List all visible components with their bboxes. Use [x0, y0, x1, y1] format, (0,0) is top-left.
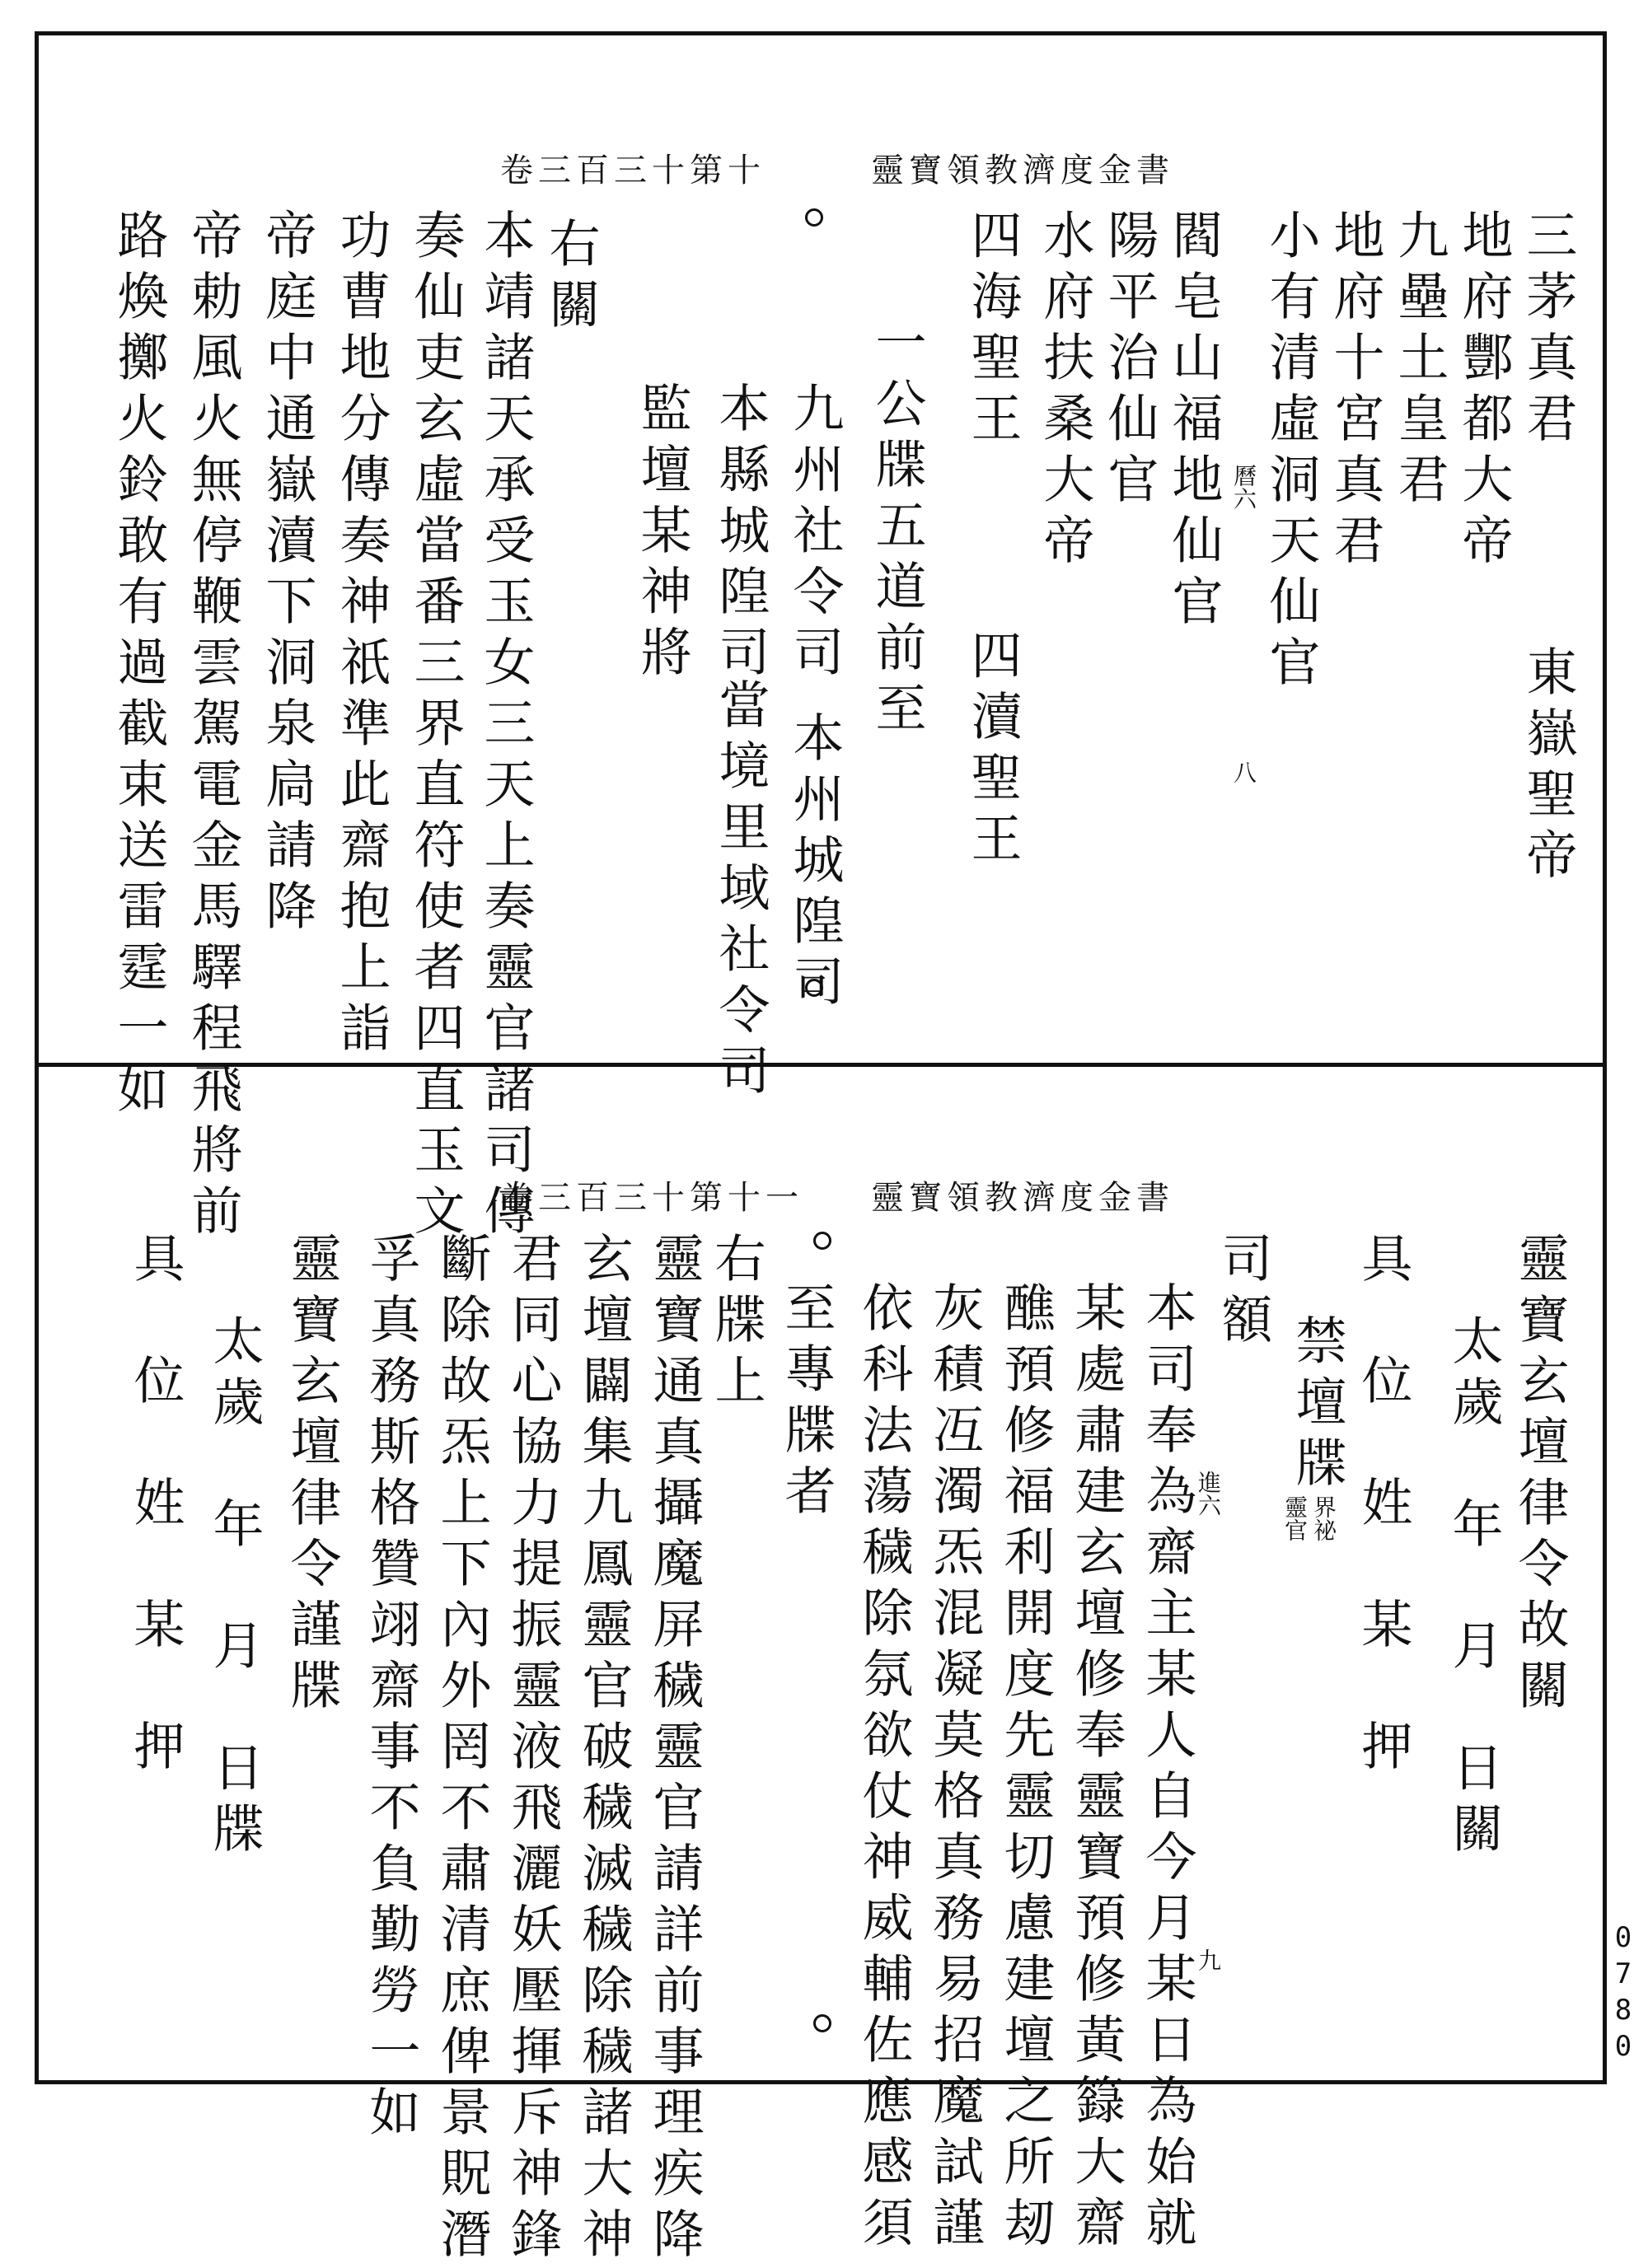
top-col-13: 九州社令司 — [784, 381, 845, 686]
bottom-col-17: 孚真務斯格贊翊齋事不負勤勞一如 — [361, 1232, 421, 2146]
bottom-col-10: 依科法蕩穢除氛欲仗神威輔佐應感須 — [854, 1281, 914, 2256]
bottom-note-3: 進六 — [1195, 1471, 1222, 1517]
bottom-col-11: 至專牒者 — [776, 1281, 836, 1525]
top-header-juan: 卷三百三十第十 — [500, 151, 765, 189]
top-header — [500, 143, 1324, 192]
bottom-header-juan: 卷三百三十第十一 — [500, 1178, 803, 1217]
top-col-15: 本縣城隍司 — [710, 381, 770, 686]
bottom-col-5: 司額 — [1213, 1232, 1273, 1354]
binding-hole — [813, 2014, 831, 2032]
bottom-header — [500, 1170, 1324, 1219]
bottom-col-13: 靈寶通真攝魔屏穢靈官請詳前事理疾降 — [644, 1232, 705, 2268]
top-col-21: 功曹地分傳奏神祇準此齋抱上詣 — [331, 208, 391, 1062]
bottom-col-7: 某處肅建玄壇修奉靈寶預修黃籙大齋 — [1066, 1281, 1126, 2256]
bottom-col-16: 斷除故炁上下內外罔不肅清庶俾景貺潛 — [432, 1232, 492, 2268]
top-col-20: 奏仙吏玄虛當番三界直符使者四直玉文 — [405, 208, 466, 1245]
bottom-col-15: 君同心協力提振靈液飛灑妖壓揮斥神鋒 — [503, 1232, 563, 2268]
top-col-6: 小有清虛洞天仙官 — [1261, 208, 1321, 696]
bottom-col-3: 具 位 姓 某 押 — [1353, 1232, 1413, 1780]
binding-hole — [805, 208, 823, 227]
top-col-16: 當境里域社令司 — [710, 678, 770, 1105]
top-col-18: 右關 — [541, 217, 601, 339]
top-header-title: 靈寶領教濟度金書 — [871, 151, 1174, 189]
top-col-24: 路煥擲火鈴敢有過截束送雷霆一如 — [109, 208, 169, 1123]
top-note-2: 八 — [1230, 760, 1257, 783]
bottom-col-20: 具 位 姓 某 押 — [125, 1232, 185, 1780]
top-note-1: 曆六 — [1230, 464, 1257, 510]
top-col-4: 九壘土皇君 — [1389, 208, 1449, 513]
bottom-col-18: 靈寶玄壇律令謹牒 — [282, 1232, 342, 1719]
top-col-11: 四瀆聖王 — [962, 629, 1023, 872]
top-col-23: 帝勅風火無停鞭雲駕電金馬驛程飛將前 — [183, 208, 243, 1245]
binding-hole — [813, 1232, 831, 1250]
bottom-col-19: 太歲 年 月 日牒 — [204, 1314, 265, 1863]
bottom-col-14: 玄壇闢集九鳳靈官破穢滅穢除穢諸大神 — [574, 1232, 634, 2268]
top-col-14: 本州城隍司 — [784, 711, 845, 1016]
bottom-col-12: 右牒上 — [706, 1232, 766, 1415]
top-col-17: 監壇某神將 — [632, 381, 692, 686]
top-col-7: 閻皂山福地仙官 — [1163, 208, 1224, 635]
top-col-3: 地府酆都大帝 — [1454, 208, 1514, 574]
top-col-1: 三茅真君 — [1518, 208, 1578, 452]
bottom-col-9: 灰積冱濁炁混凝莫格真務易招魔試謹 — [925, 1281, 985, 2256]
bottom-col-6: 本司奉為齋主某人自今月某日為始就 — [1137, 1281, 1197, 2256]
top-col-10: 四海聖王 — [962, 208, 1023, 452]
bottom-col-2: 太歲 年 月 日關 — [1444, 1314, 1504, 1863]
bottom-col-4: 禁壇牒 — [1287, 1314, 1347, 1497]
bottom-col-8: 醮預修福利開度先靈切慮建壇之所刼 — [995, 1281, 1056, 2256]
bottom-note-1: 界祕 — [1310, 1495, 1337, 1541]
top-col-2: 東嶽聖帝 — [1518, 645, 1578, 889]
top-col-5: 地府十宮真君 — [1325, 208, 1385, 574]
top-col-19: 本靖諸天承受玉女三天上奏靈官諸司傳 — [475, 208, 536, 1245]
page-number: 0780 — [1607, 1921, 1640, 2066]
top-col-8: 陽平治仙官 — [1099, 208, 1159, 513]
bottom-note-4: 九 — [1195, 1948, 1222, 1971]
bottom-col-1: 靈寶玄壇律令故關 — [1510, 1232, 1570, 1719]
top-col-22: 帝庭中通嶽瀆下洞泉扃請降 — [257, 208, 317, 940]
top-col-12: 一公牒五道前至 — [867, 316, 927, 742]
bottom-panel — [39, 1067, 1603, 2268]
bottom-note-2: 靈官 — [1281, 1495, 1309, 1541]
top-col-9: 水府扶桑大帝 — [1035, 208, 1095, 574]
bottom-header-title: 靈寶領教濟度金書 — [871, 1178, 1174, 1217]
